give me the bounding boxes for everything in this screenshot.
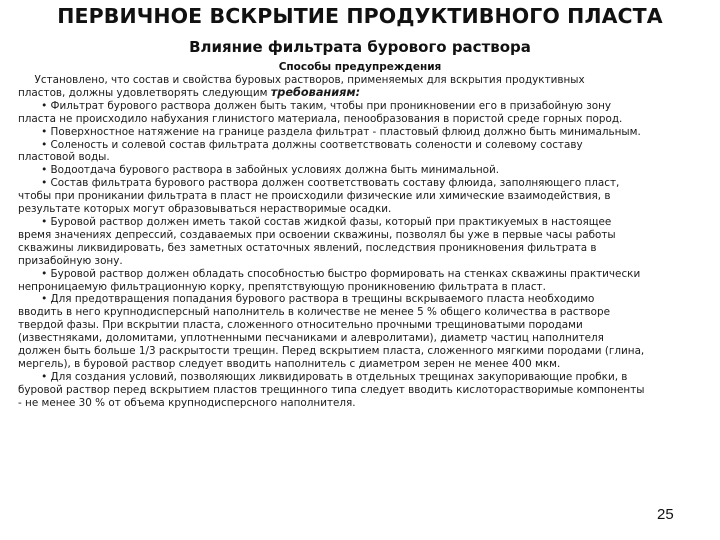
slide-title: ПЕРВИЧНОЕ ВСКРЫТИЕ ПРОДУКТИВНОГО ПЛАСТА bbox=[57, 4, 663, 28]
text-line: твердой фазы. При вскрытии пласта, сложенного относительно прочными трещиноватыми породами bbox=[18, 319, 583, 332]
text-line: чтобы при проникании фильтрата в пласт не происходили физические или химические взаимодействия, в bbox=[18, 190, 611, 203]
intro-line bbox=[18, 87, 702, 100]
text-line: буровой раствор перед вскрытием пластов трещинного типа следует вводить кислоторастворимые компоненты bbox=[18, 383, 645, 396]
intro-line: Установлено, что состав и свойства буровых растворов, применяемых для вскрытия продуктивных bbox=[18, 74, 585, 86]
text-line: результате которых могут образовываться нерастворимые осадки. bbox=[18, 203, 392, 216]
text-line: • Поверхностное натяжение на границе раздела фильтрат - пластовый флюид должно быть минимальным. bbox=[18, 125, 641, 138]
text-line: • Фильтрат бурового раствора должен быть таким, чтобы при проникновении его в призабойную зону bbox=[18, 99, 612, 112]
requirements-emphasis: требованиям: bbox=[270, 85, 361, 99]
text-line: пласта не происходило набухания глинистого материала, пенообразования в пористой среде горных пород. bbox=[18, 112, 623, 125]
text-line: время значениях депрессий, создаваемых при освоении скважины, позволял бы уже в первые часы работы bbox=[18, 228, 616, 241]
page-number: 25 bbox=[657, 506, 674, 523]
text-line: вводить в него крупнодисперсный наполнитель в количестве не менее 5 % общего количества в растворе bbox=[18, 306, 610, 319]
text-line: пластовой воды. bbox=[18, 151, 110, 164]
text-line: • Для создания условий, позволяющих ликвидировать в отдельных трещинах закупоривающие пробки, в bbox=[18, 370, 628, 383]
text-line: • Для предотвращения попадания бурового раствора в трещины вскрываемого пласта необходимо bbox=[18, 293, 595, 306]
text-line: - не менее 30 % от объема крупнодисперсного наполнителя. bbox=[18, 396, 356, 409]
text-line: (известняками, доломитами, уплотненными песчаниками и алевролитами), диаметр частиц наполнителя bbox=[18, 332, 604, 345]
text-line: должен быть больше 1/3 раскрытости трещин. Перед вскрытием пласта, сложенного мягкими породами (глина, bbox=[18, 345, 645, 358]
text-line: скважины ликвидировать, без заметных остаточных явлений, последствия проникновения фильтрата в bbox=[18, 241, 597, 254]
text-line: • Водоотдача бурового раствора в забойных условиях должна быть минимальной. bbox=[18, 164, 500, 177]
text-line: • Буровой раствор должен иметь такой состав жидкой фазы, который при практикуемых в настоящее bbox=[18, 215, 612, 228]
text-line: непроницаемую фильтрационную корку, препятствующую проникновению фильтрата в пласт. bbox=[18, 280, 546, 293]
slide-subtitle: Влияние фильтрата бурового раствора bbox=[189, 38, 531, 56]
text-line: • Состав фильтрата бурового раствора должен соответствовать составу флюида, заполняющего пласт, bbox=[18, 177, 620, 190]
text-line: мергель), в буровой раствор следует вводить наполнитель с диаметром зерен не менее 400 мкм. bbox=[18, 357, 561, 370]
section-heading: Способы предупреждения bbox=[278, 61, 442, 73]
intro-text: пластов, должны удовлетворять следующим bbox=[18, 86, 271, 99]
text-line: • Соленость и солевой состав фильтрата должны соответствовать солености и солевому составу bbox=[18, 138, 583, 151]
text-line: • Буровой раствор должен обладать способностью быстро формировать на стенках скважины практически bbox=[18, 267, 641, 280]
text-line: призабойную зону. bbox=[18, 254, 123, 267]
body-text bbox=[18, 74, 702, 410]
